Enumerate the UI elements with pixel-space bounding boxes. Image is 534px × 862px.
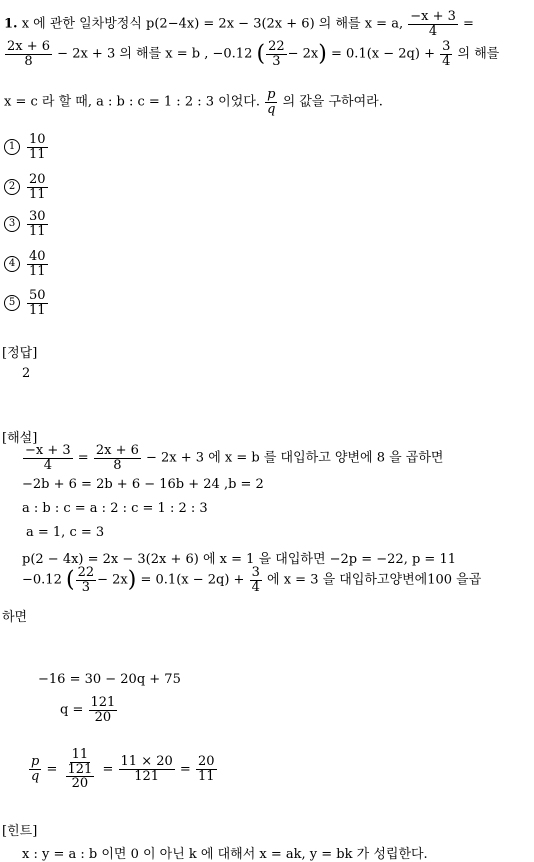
fraction-numerator: p <box>267 87 276 102</box>
fraction-numerator: −x + 3 <box>410 9 456 24</box>
complex-fraction <box>63 748 98 791</box>
fraction-denominator: q <box>31 768 40 784</box>
fraction-numerator: 121 <box>67 761 93 777</box>
fraction-denominator: 11 <box>29 223 46 239</box>
choice-4[interactable] <box>4 250 49 278</box>
explanation-line-6-wrap: 하면 <box>2 610 28 625</box>
fraction-denominator: 11 <box>29 302 46 318</box>
choice-5[interactable] <box>4 289 49 317</box>
fraction-numerator: 11 × 20 <box>120 754 173 770</box>
question-text-3b: 의 값을 구하여라. <box>282 94 383 110</box>
fraction-numerator: 2x + 6 <box>95 443 139 458</box>
fraction-denominator: 3 <box>81 579 90 595</box>
fraction-denominator: q <box>267 101 276 117</box>
explanation-text: − 2x <box>97 572 128 588</box>
fraction-numerator: 10 <box>29 132 46 147</box>
question-fraction-pq <box>265 88 277 116</box>
fraction-numerator: 3 <box>251 565 260 580</box>
explanation-line-4: a = 1, c = 3 <box>26 525 105 540</box>
fraction-denominator: 3 <box>272 53 281 69</box>
fraction-numerator: p <box>31 754 40 770</box>
choice-fraction <box>27 173 48 201</box>
choice-fraction <box>27 250 48 278</box>
fraction <box>119 755 175 783</box>
question-fraction-2 <box>5 40 52 68</box>
fraction <box>94 444 141 472</box>
explanation-line-2: −2b + 6 = 2b + 6 − 16b + 24 ,b = 2 <box>22 477 264 492</box>
fraction-numerator: 40 <box>29 249 46 264</box>
hint-label: [힌트] <box>2 824 38 839</box>
fraction-denominator: 4 <box>428 23 438 39</box>
explanation-text: q = <box>60 702 84 718</box>
answer-value: 2 <box>22 366 31 381</box>
explanation-text: − 2x + 3 에 x = b 를 대입하고 양변에 8 을 곱하면 <box>146 450 444 466</box>
question-text-2a: − 2x + 3 의 해를 x = b , −0.12 <box>57 46 253 62</box>
question-text-1b: = <box>463 16 474 32</box>
fraction <box>196 755 217 783</box>
choice-fraction <box>27 133 48 161</box>
fraction-numerator: 20 <box>29 172 46 187</box>
explanation-line-7: −16 = 30 − 20q + 75 <box>38 672 181 687</box>
choice-fraction <box>27 289 48 317</box>
fraction-denominator: 20 <box>94 709 112 725</box>
question-line-2 <box>4 40 499 68</box>
fraction-denominator: 11 <box>29 263 46 279</box>
explanation-line-6 <box>22 566 481 594</box>
choice-mark: 5 <box>4 295 20 311</box>
question-text-2d: 의 해를 <box>457 46 500 62</box>
fraction-denominator <box>63 763 98 791</box>
fraction-denominator: 11 <box>29 186 46 202</box>
explanation-label: [해설] <box>2 431 38 446</box>
question-fraction-1 <box>408 10 458 38</box>
question-line-3 <box>4 88 383 116</box>
explanation-line-1 <box>22 444 443 472</box>
fraction <box>76 566 97 594</box>
fraction-numerator: 22 <box>77 565 95 580</box>
choice-mark: 4 <box>4 256 20 272</box>
question-text-3a: x = c 라 할 때, a : b : c = 1 : 2 : 3 이었다. <box>4 94 260 110</box>
answer-label: [정답] <box>2 346 38 361</box>
fraction-numerator: 11 <box>71 747 89 762</box>
explanation-line-9 <box>28 748 218 791</box>
choice-2[interactable] <box>4 173 49 201</box>
fraction-numerator: 3 <box>442 39 451 54</box>
fraction-denominator: 8 <box>113 457 122 473</box>
explanation-line-5: p(2 − 4x) = 2x − 3(2x + 6) 에 x = 1 을 대입하면 −2p = −22, p = 11 <box>22 552 456 567</box>
fraction-denominator: 121 <box>134 768 160 784</box>
fraction-numerator: 22 <box>268 39 285 54</box>
explanation-line-8 <box>60 696 118 724</box>
question-fraction-3 <box>266 40 287 68</box>
explanation-line-3: a : b : c = a : 2 : c = 1 : 2 : 3 <box>22 501 208 516</box>
paren-open: ( <box>256 41 266 67</box>
fraction <box>89 696 118 724</box>
fraction <box>250 566 262 594</box>
equals: = <box>179 761 191 777</box>
fraction-numerator: 121 <box>90 695 116 710</box>
fraction-numerator: 50 <box>29 288 46 303</box>
fraction-denominator: 11 <box>29 146 46 162</box>
paren-open: ( <box>65 567 75 593</box>
fraction-pq <box>29 755 41 783</box>
fraction-denominator: 11 <box>197 768 215 784</box>
choice-mark: 3 <box>4 216 20 232</box>
explanation-text: −0.12 <box>22 572 62 588</box>
fraction-denominator: 4 <box>442 53 451 69</box>
fraction-numerator: 2x + 6 <box>7 39 51 54</box>
choice-3[interactable] <box>4 210 49 238</box>
question-text-1a: x 에 관한 일차방정식 p(2−4x) = 2x − 3(2x + 6) 의 해를 x = a, <box>21 16 404 32</box>
fraction-numerator: −x + 3 <box>25 443 71 458</box>
question-fraction-4 <box>440 40 452 68</box>
choice-1[interactable] <box>4 133 49 161</box>
fraction-denominator: 4 <box>43 457 52 473</box>
fraction-numerator: 30 <box>29 209 46 224</box>
choice-mark: 1 <box>4 139 20 155</box>
equals: = <box>102 761 114 777</box>
question-number: 1. <box>4 16 18 32</box>
paren-close: ) <box>127 567 137 593</box>
equals: = <box>77 450 89 466</box>
fraction <box>23 444 73 472</box>
fraction-denominator: 8 <box>24 53 33 69</box>
paren-close: ) <box>318 41 327 67</box>
fraction-denominator: 4 <box>251 579 260 595</box>
choice-fraction <box>27 210 48 238</box>
fraction-denominator: 20 <box>71 776 89 792</box>
inner-fraction <box>66 763 95 791</box>
question-line-1 <box>4 10 474 38</box>
explanation-text: = 0.1(x − 2q) + <box>140 572 245 588</box>
hint-text: x : y = a : b 이면 0 이 아닌 k 에 대해서 x = ak, y = bk 가 성립한다. <box>22 847 428 862</box>
question-text-2c: = 0.1(x − 2q) + <box>331 46 435 62</box>
explanation-text: 에 x = 3 을 대입하고양변에100 을곱 <box>267 572 482 588</box>
question-text-2b: − 2x <box>287 46 319 62</box>
choice-mark: 2 <box>4 179 20 195</box>
equals: = <box>46 761 58 777</box>
fraction-numerator: 20 <box>197 754 215 770</box>
